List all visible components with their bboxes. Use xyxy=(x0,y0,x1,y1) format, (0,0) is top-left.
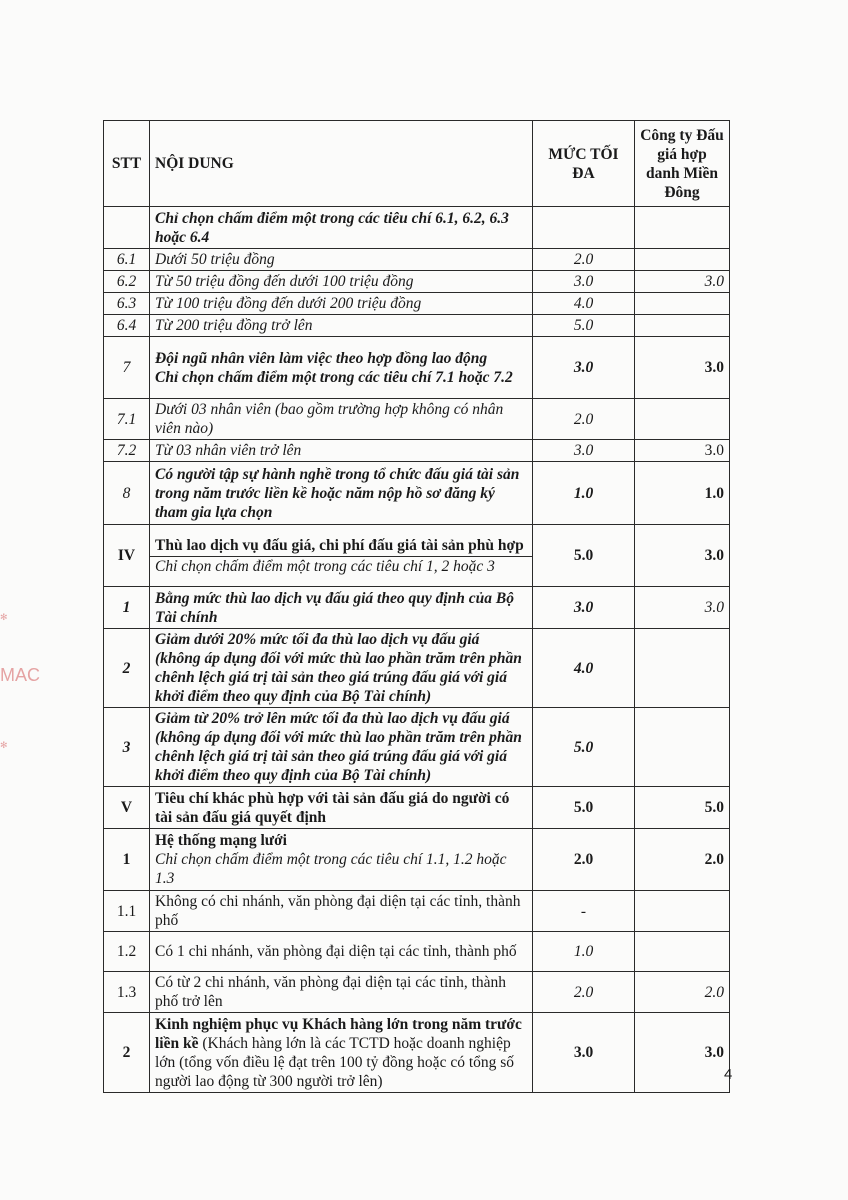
table-row xyxy=(104,932,730,972)
row-content-note: Chỉ chọn chấm điểm một trong các tiêu chí 7.1 hoặc 7.2 xyxy=(155,368,513,386)
stamp-fragment: ✻ xyxy=(0,740,8,750)
row-content: Có từ 2 chi nhánh, văn phòng đại diện tại các tỉnh, thành phố trở lên xyxy=(150,972,533,1013)
row-stt: 2 xyxy=(104,629,150,708)
row-max: 2.0 xyxy=(533,829,635,891)
row-content: Không có chi nhánh, văn phòng đại diện tại các tỉnh, thành phố xyxy=(150,891,533,932)
row-content: Giảm từ 20% trở lên mức tối đa thù lao dịch vụ đấu giá (không áp dụng đối với mức thù lao phần trăm trên phần chênh lệch giá trị tài sản theo giá trúng đấu giá với giá khởi điểm theo quy định của Bộ Tài chính) xyxy=(150,708,533,787)
page-number: 4 xyxy=(724,1066,733,1083)
row-content: Có người tập sự hành nghề trong tổ chức đấu giá tài sản trong năm trước liền kề hoặc năm nộp hồ sơ đăng ký tham gia lựa chọn xyxy=(150,462,533,525)
row-content: Bằng mức thù lao dịch vụ đấu giá theo quy định của Bộ Tài chính xyxy=(150,587,533,629)
row-score xyxy=(635,399,730,440)
row-score: 5.0 xyxy=(635,787,730,829)
table-row xyxy=(104,207,730,249)
row-stt: 1.2 xyxy=(104,932,150,972)
row-score xyxy=(635,932,730,972)
criteria-table xyxy=(103,120,733,1093)
row-content xyxy=(150,525,533,587)
row-score: 3.0 xyxy=(635,337,730,399)
row-stt: 1.1 xyxy=(104,891,150,932)
table-row xyxy=(104,587,730,629)
row-max: 3.0 xyxy=(533,1013,635,1093)
row-content: Tiêu chí khác phù hợp với tài sản đấu giá do người có tài sản đấu giá quyết định xyxy=(150,787,533,829)
table-row xyxy=(104,462,730,525)
table-row xyxy=(104,315,730,337)
table-row xyxy=(104,293,730,315)
row-content: Từ 50 triệu đồng đến dưới 100 triệu đồng xyxy=(150,271,533,293)
table-row xyxy=(104,829,730,891)
row-stt: 6.4 xyxy=(104,315,150,337)
row-content: Chỉ chọn chấm điểm một trong các tiêu chí 6.1, 6.2, 6.3 hoặc 6.4 xyxy=(150,207,533,249)
row-max: 2.0 xyxy=(533,249,635,271)
header-company: Công ty Đấu giá hợp danh Miền Đông xyxy=(635,121,730,207)
row-max: 3.0 xyxy=(533,440,635,462)
row-max: 1.0 xyxy=(533,462,635,525)
row-score xyxy=(635,293,730,315)
row-max: 5.0 xyxy=(533,787,635,829)
table-row xyxy=(104,972,730,1013)
table-row xyxy=(104,249,730,271)
row-max: - xyxy=(533,891,635,932)
row-max: 2.0 xyxy=(533,399,635,440)
row-content-title: Kinh nghiệm phục vụ Khách hàng lớn trong năm trước liền kề xyxy=(155,1015,522,1052)
row-score xyxy=(635,891,730,932)
row-max: 3.0 xyxy=(533,587,635,629)
row-content-title: Thù lao dịch vụ đấu giá, chi phí đấu giá tài sản phù hợp xyxy=(155,536,524,554)
row-content-note: Chỉ chọn chấm điểm một trong các tiêu chí 1.1, 1.2 hoặc 1.3 xyxy=(155,851,507,887)
row-score xyxy=(635,207,730,249)
row-max: 5.0 xyxy=(533,525,635,587)
row-max: 1.0 xyxy=(533,932,635,972)
table-row xyxy=(104,891,730,932)
table-row xyxy=(104,399,730,440)
header-max: MỨC TỐI ĐA xyxy=(533,121,635,207)
row-max xyxy=(533,207,635,249)
row-max: 5.0 xyxy=(533,315,635,337)
table-row xyxy=(104,337,730,399)
table-row xyxy=(104,1013,730,1093)
row-score: 3.0 xyxy=(635,440,730,462)
row-content-detail: (Khách hàng lớn là các TCTD hoặc doanh nghiệp lớn (tổng vốn điều lệ đạt trên 100 tỷ đồng hoặc có tổng số người lao động từ 300 người trở lên) xyxy=(155,1034,515,1090)
table-row xyxy=(104,271,730,293)
row-max: 3.0 xyxy=(533,337,635,399)
table-header-row xyxy=(104,121,730,207)
table-row xyxy=(104,525,730,587)
row-stt: 6.2 xyxy=(104,271,150,293)
row-score: 1.0 xyxy=(635,462,730,525)
stamp-fragment: MAC xyxy=(0,665,40,685)
row-score: 3.0 xyxy=(635,587,730,629)
table-row xyxy=(104,708,730,787)
row-content: Dưới 50 triệu đồng xyxy=(150,249,533,271)
row-score: 3.0 xyxy=(635,525,730,587)
row-score xyxy=(635,708,730,787)
row-stt: IV xyxy=(104,525,150,587)
header-content: NỘI DUNG xyxy=(150,121,533,207)
row-content xyxy=(150,1013,533,1093)
row-stt: 7 xyxy=(104,337,150,399)
header-stt: STT xyxy=(104,121,150,207)
row-stt: 3 xyxy=(104,708,150,787)
row-score xyxy=(635,249,730,271)
row-content: Từ 100 triệu đồng đến dưới 200 triệu đồng xyxy=(150,293,533,315)
row-stt: 6.1 xyxy=(104,249,150,271)
table-row xyxy=(104,787,730,829)
row-max: 4.0 xyxy=(533,293,635,315)
row-stt: 2 xyxy=(104,1013,150,1093)
row-content-title: Hệ thống mạng lưới xyxy=(155,832,287,849)
row-stt xyxy=(104,207,150,249)
row-stt: 1.3 xyxy=(104,972,150,1013)
row-score xyxy=(635,629,730,708)
row-score xyxy=(635,315,730,337)
row-stt: 1 xyxy=(104,587,150,629)
row-max: 5.0 xyxy=(533,708,635,787)
row-content: Dưới 03 nhân viên (bao gồm trường hợp không có nhân viên nào) xyxy=(150,399,533,440)
row-score: 3.0 xyxy=(635,1013,730,1093)
row-content xyxy=(150,337,533,399)
row-stt: 6.3 xyxy=(104,293,150,315)
row-max: 2.0 xyxy=(533,972,635,1013)
row-score: 3.0 xyxy=(635,271,730,293)
row-score: 2.0 xyxy=(635,972,730,1013)
row-stt: 8 xyxy=(104,462,150,525)
row-content: Từ 03 nhân viên trở lên xyxy=(150,440,533,462)
row-stt: 7.1 xyxy=(104,399,150,440)
row-stt: V xyxy=(104,787,150,829)
stamp-fragment: ✻ xyxy=(0,612,8,622)
row-content-note: Chỉ chọn chấm điểm một trong các tiêu chí 1, 2 hoặc 3 xyxy=(150,556,532,576)
row-max: 4.0 xyxy=(533,629,635,708)
table-row xyxy=(104,440,730,462)
row-content-title: Đội ngũ nhân viên làm việc theo hợp đồng lao động xyxy=(155,349,488,367)
row-max: 3.0 xyxy=(533,271,635,293)
row-content: Có 1 chi nhánh, văn phòng đại diện tại các tỉnh, thành phố xyxy=(150,932,533,972)
row-content: Từ 200 triệu đồng trở lên xyxy=(150,315,533,337)
row-content: Giảm dưới 20% mức tối đa thù lao dịch vụ đấu giá (không áp dụng đối với mức thù lao phần trăm trên phần chênh lệch giá trị tài sản theo giá trúng đấu giá với giá khởi điểm theo quy định của Bộ Tài chính) xyxy=(150,629,533,708)
table-row xyxy=(104,629,730,708)
row-score: 2.0 xyxy=(635,829,730,891)
row-content xyxy=(150,829,533,891)
row-stt: 1 xyxy=(104,829,150,891)
row-stt: 7.2 xyxy=(104,440,150,462)
